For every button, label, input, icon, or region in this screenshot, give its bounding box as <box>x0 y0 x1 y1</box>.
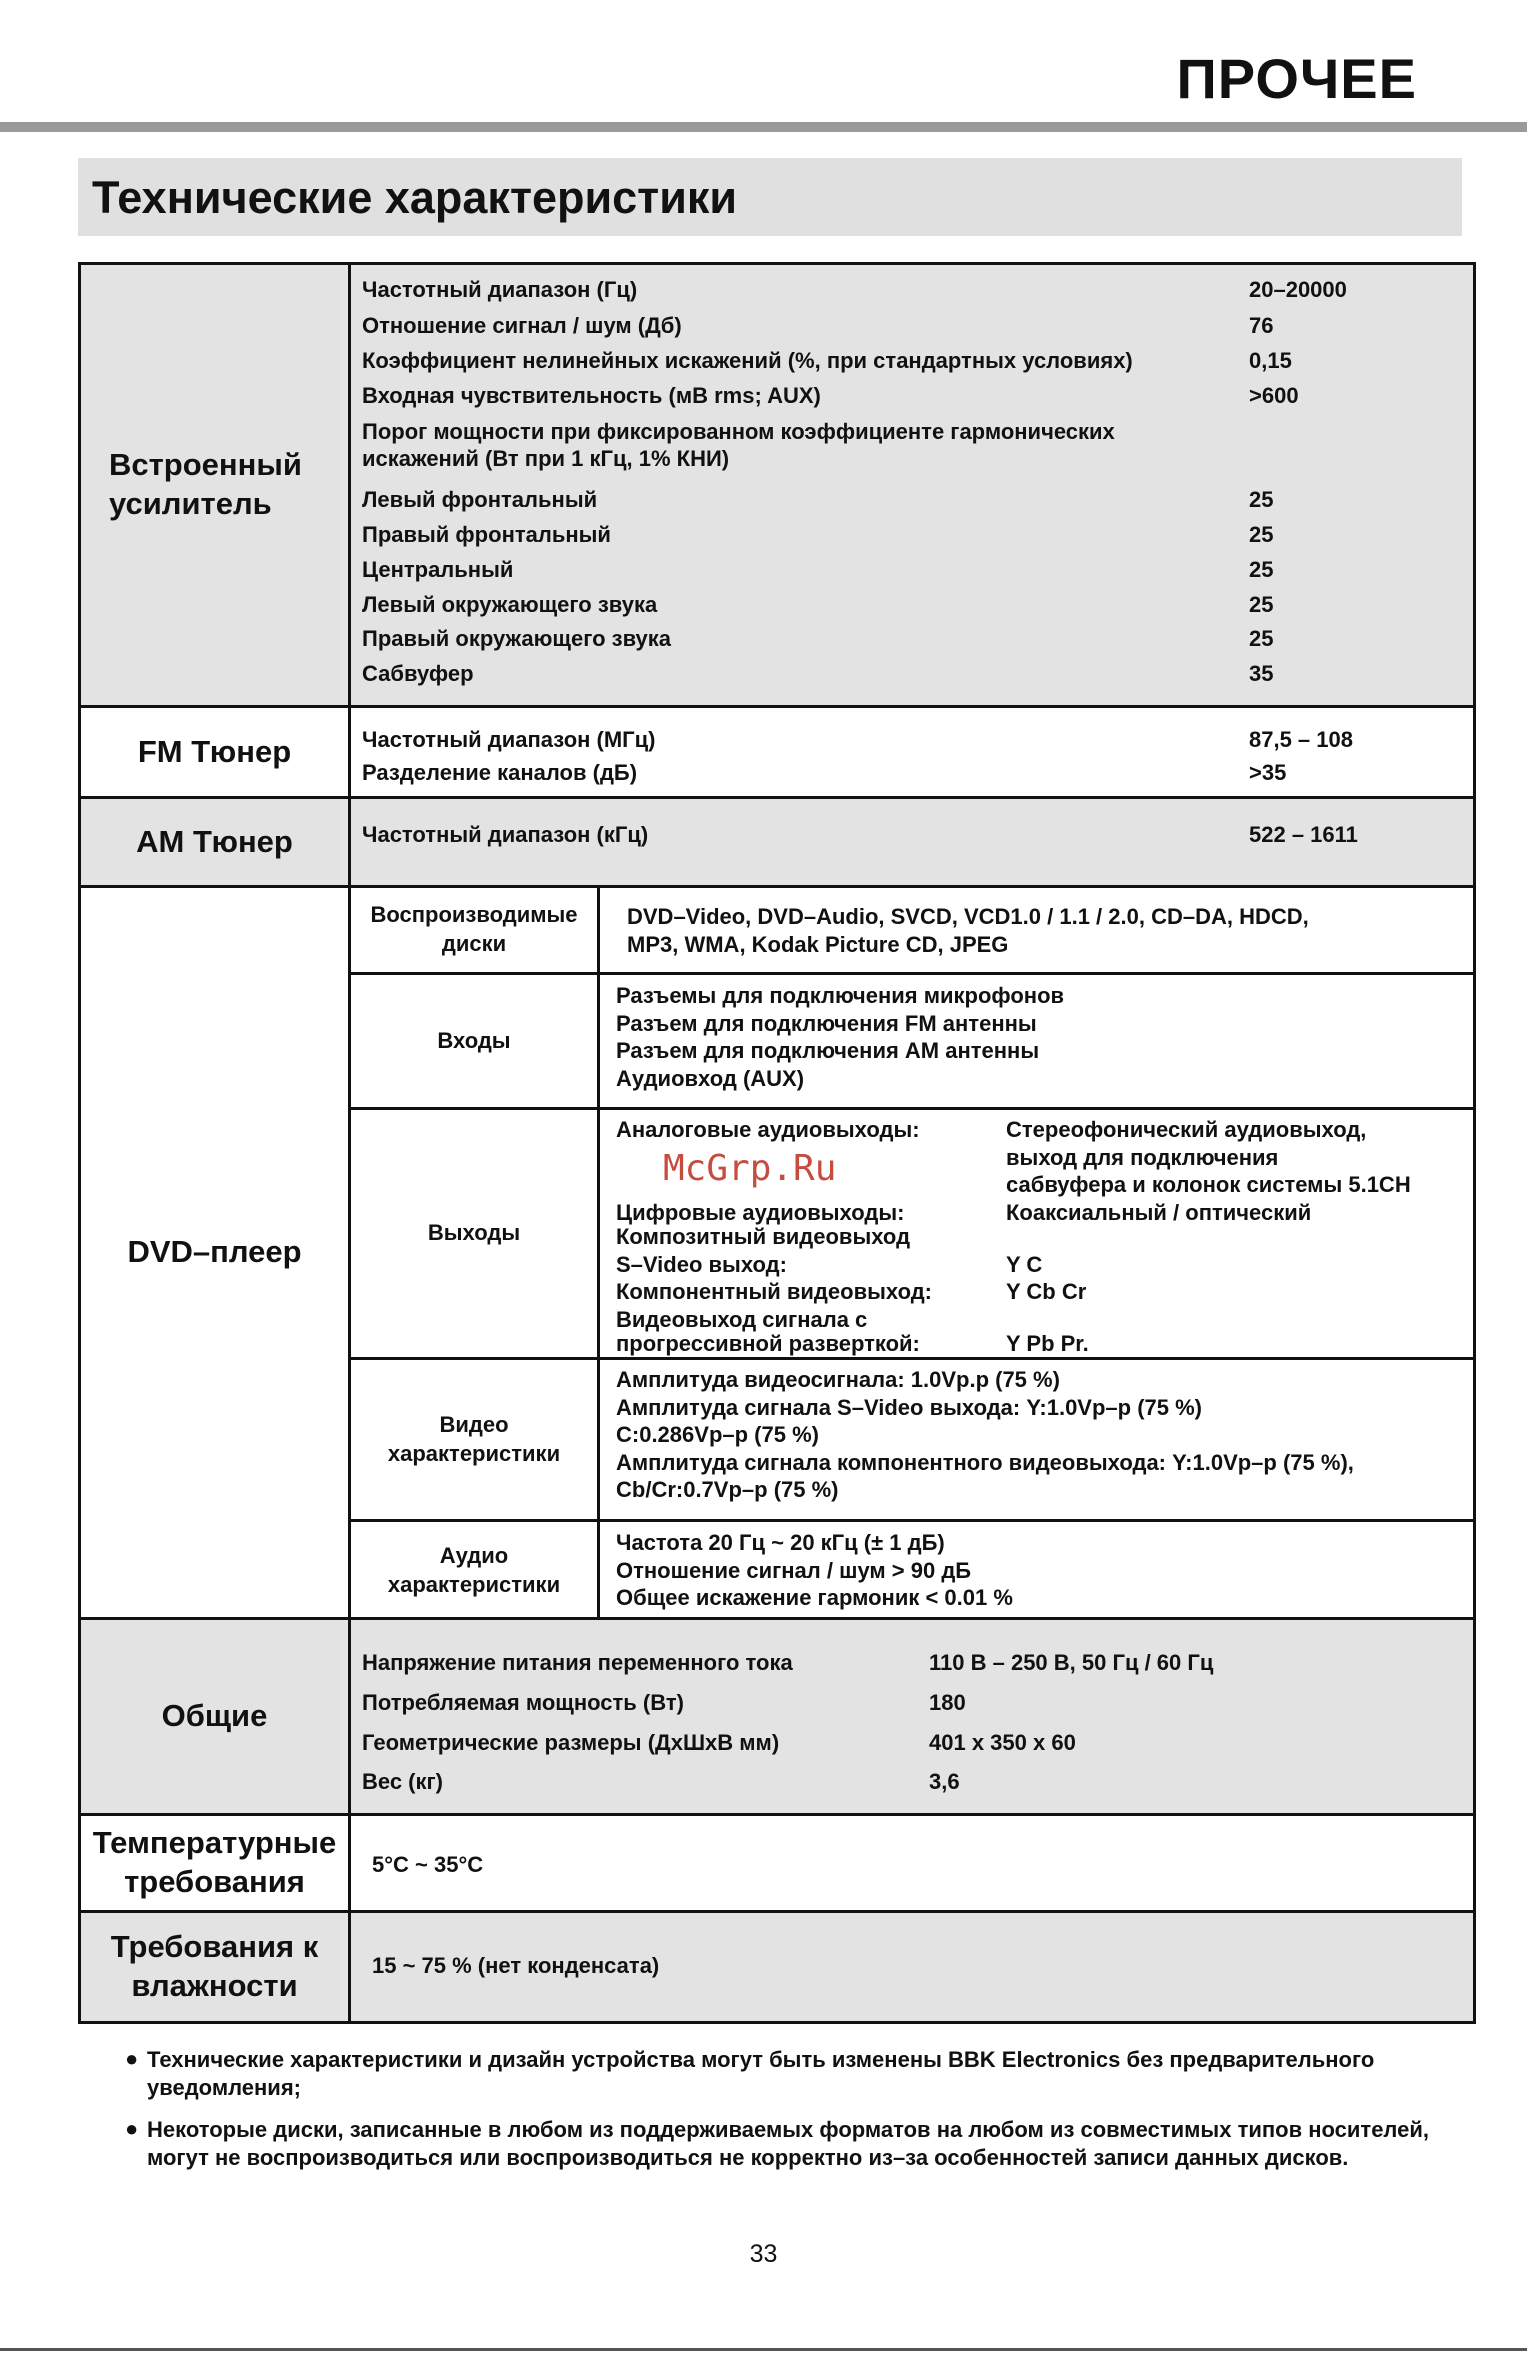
section-am-tuner <box>81 799 1473 888</box>
outputs-right: Стереофонический аудиовыход, выход для подключения сабвуфера и колонок системы 5.1CH Коаксиальный / оптический Y C Y Cb Cr Y Pb Pr. <box>1006 1117 1411 1356</box>
spec-key: Сабвуфер <box>362 661 474 686</box>
section-general <box>81 1620 1473 1816</box>
bullet-icon: ● <box>125 2046 139 2071</box>
dvd-outputs <box>351 1110 1473 1360</box>
spec-value: 76 <box>1249 313 1274 338</box>
spec-key: Отношение сигнал / шум (Дб) <box>362 313 682 338</box>
spec-key: Порог мощности при фиксированном коэффициенте гармонических <box>362 419 1115 444</box>
header-rule <box>0 122 1527 132</box>
page-title: Технические характеристики <box>92 172 738 223</box>
spec-value: 522 – 1611 <box>1249 822 1358 847</box>
spec-key: Разделение каналов (дБ) <box>362 760 638 785</box>
spec-value: 20–20000 <box>1249 277 1347 302</box>
sub-label: Видео характеристики <box>351 1360 600 1519</box>
dvd-inputs <box>351 975 1473 1110</box>
spec-value: 110 В – 250 В, 50 Гц / 60 Гц <box>929 1650 1214 1675</box>
spec-value: 401 x 350 x 60 <box>929 1730 1076 1755</box>
section-label: FM Тюнер <box>81 708 351 796</box>
section-dvd-player <box>81 888 1473 1620</box>
section-amplifier <box>81 265 1473 708</box>
spec-key: Напряжение питания переменного тока <box>362 1650 793 1675</box>
spec-key: искажений (Вт при 1 кГц, 1% КНИ) <box>362 446 730 471</box>
spec-value: >600 <box>1249 383 1299 408</box>
section-label: Встроенный усилитель <box>81 265 351 705</box>
page-number: 33 <box>749 2240 778 2268</box>
section-label: Требования к влажности <box>81 1913 351 2021</box>
dvd-audio-specs <box>351 1522 1473 1620</box>
section-label: AM Тюнер <box>81 799 351 885</box>
spec-key: Потребляемая мощность (Вт) <box>362 1690 684 1715</box>
spec-key: Правый фронтальный <box>362 522 611 547</box>
footnote: ● Некоторые диски, записанные в любом из поддерживаемых форматов на любом из совместимых типов носителей, могут не воспроизводиться или воспроизводиться не корректно из–за особенностей записи данных дисков. <box>125 2116 1429 2170</box>
spec-table <box>78 262 1476 2024</box>
audio-text: Частота 20 Гц ~ 20 кГц (± 1 дБ) Отношение сигнал / шум > 90 дБ Общее искажение гармоник < 0.01 % <box>616 1530 1013 1610</box>
section-temperature <box>81 1816 1473 1913</box>
spec-key: Геометрические размеры (ДхШхВ мм) <box>362 1730 780 1755</box>
spec-value: 25 <box>1249 487 1274 512</box>
watermark: McGrp.Ru <box>663 1148 837 1189</box>
spec-value: 87,5 – 108 <box>1249 727 1353 752</box>
dvd-discs <box>351 888 1473 975</box>
inputs-text: Разъемы для подключения микрофонов Разъем для подключения FM антенны Разъем для подключения AM антенны Аудиовход (AUX) <box>616 983 1065 1091</box>
spec-value: 0,15 <box>1249 348 1292 373</box>
video-text: Амплитуда видеосигнала: 1.0Vp.p (75 %) Амплитуда сигнала S–Video выхода: Y:1.0Vp–p (75 %) C:0.286Vp–p (75 %) Амплитуда сигнала компонентного видеовыхода: Y:1.0Vp–p (75 %), Cb/Cr:0.7Vp–p (75 %) <box>616 1367 1354 1502</box>
title-bar <box>78 158 1462 236</box>
section-humidity <box>81 1913 1473 2021</box>
section-label: DVD–плеер <box>81 888 351 1617</box>
temperature-value: 5°C ~ 35°C <box>372 1852 484 1877</box>
spec-value: 25 <box>1249 557 1274 582</box>
spec-key: Вес (кг) <box>362 1769 444 1794</box>
spec-value: 35 <box>1249 661 1274 686</box>
spec-key: Входная чувствительность (мВ rms; AUX) <box>362 383 821 408</box>
spec-value: 25 <box>1249 592 1274 617</box>
spec-value: 3,6 <box>929 1769 960 1794</box>
spec-key: Левый фронтальный <box>362 487 598 512</box>
spec-value: >35 <box>1249 760 1287 785</box>
section-label: Общие <box>81 1620 351 1813</box>
spec-value: 180 <box>929 1690 966 1715</box>
spec-value: 25 <box>1249 626 1274 651</box>
sub-label: Воспроизводимые диски <box>351 888 600 972</box>
bullet-icon: ● <box>125 2116 139 2141</box>
section-fm-tuner <box>81 708 1473 799</box>
footnotes <box>125 2046 1455 2186</box>
sub-label: Аудио характеристики <box>351 1522 600 1620</box>
footnote: ● Технические характеристики и дизайн устройства могут быть изменены BBK Electronics без предварительного уведомления; <box>125 2046 1375 2100</box>
humidity-value: 15 ~ 75 % (нет конденсата) <box>372 1953 660 1978</box>
spec-key: Левый окружающего звука <box>362 592 658 617</box>
spec-value: 25 <box>1249 522 1274 547</box>
spec-key: Центральный <box>362 557 514 582</box>
dvd-video-specs <box>351 1360 1473 1522</box>
spec-key: Частотный диапазон (Гц) <box>362 277 638 302</box>
sub-label: Выходы <box>351 1110 600 1357</box>
spec-key: Правый окружающего звука <box>362 626 672 651</box>
outputs-left: Аналоговые аудиовыходы: Цифровые аудиовыходы: Композитный видеовыход S–Video выход: Компонентный видеовыход: Видеовыход сигнала с прогрессивной разверткой: <box>616 1117 933 1356</box>
spec-key: Коэффициент нелинейных искажений (%, при стандартных условиях) <box>362 348 1133 373</box>
footer-rule <box>0 2348 1527 2351</box>
section-label: Температурные требования <box>81 1816 351 1910</box>
spec-key: Частотный диапазон (МГц) <box>362 727 656 752</box>
sub-label: Входы <box>351 975 600 1107</box>
spec-key: Частотный диапазон (кГц) <box>362 822 649 847</box>
section-header: ПРОЧЕЕ <box>1176 47 1417 110</box>
discs-text: DVD–Video, DVD–Audio, SVCD, VCD1.0 / 1.1 / 2.0, CD–DA, HDCD, MP3, WMA, Kodak Picture CD, JPEG <box>627 904 1309 957</box>
